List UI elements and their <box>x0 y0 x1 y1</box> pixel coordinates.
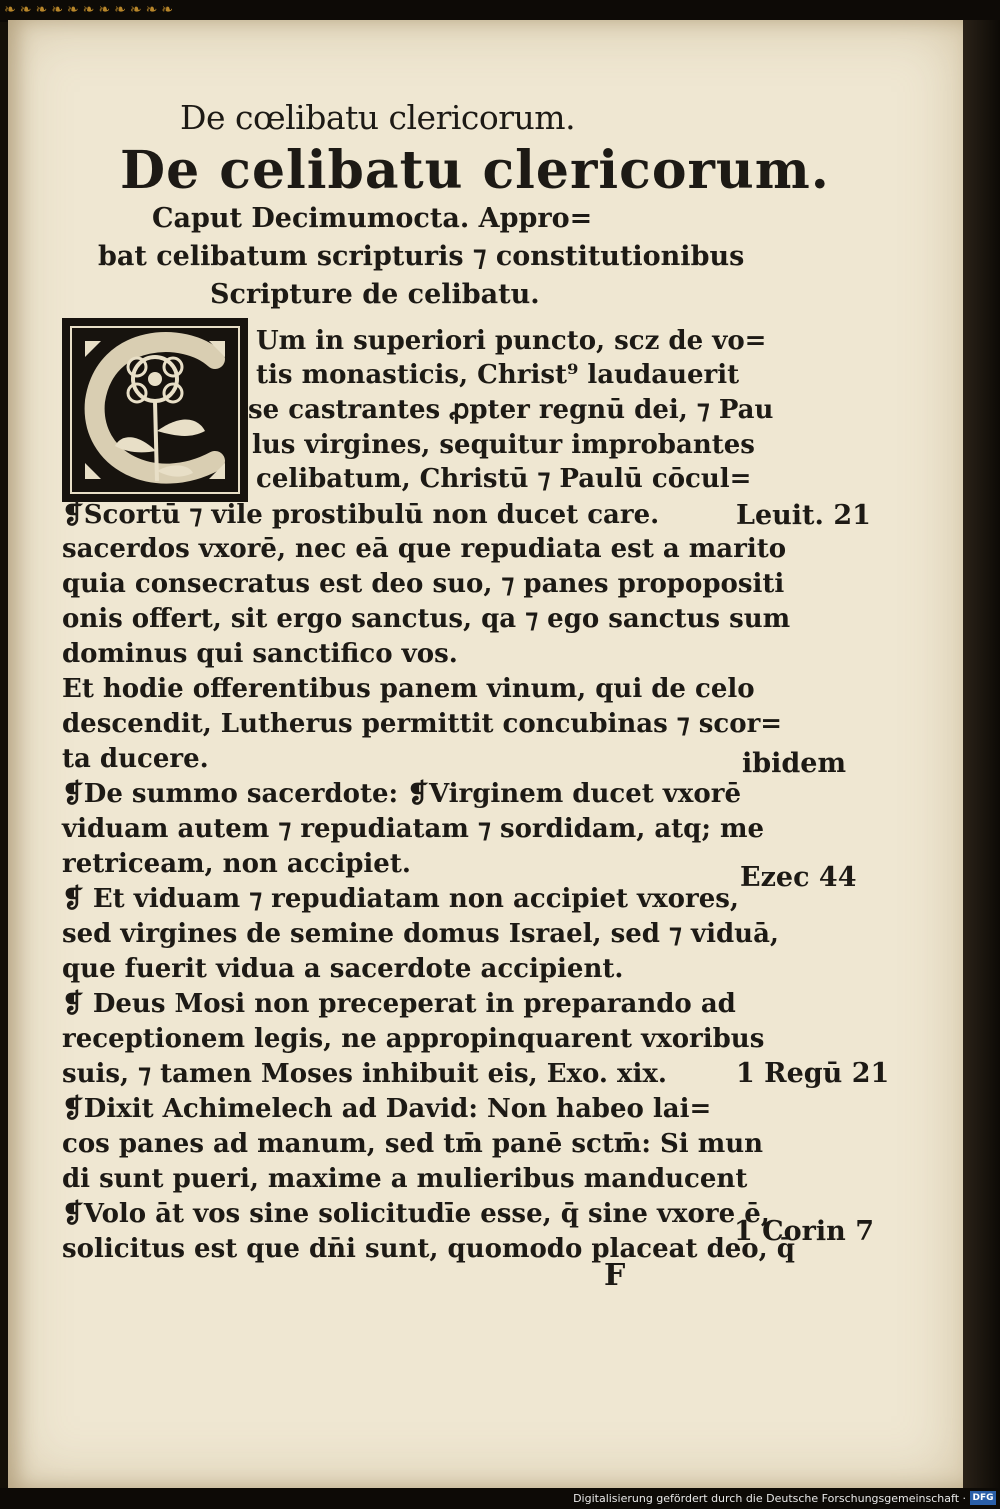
running-head: De cœlibatu clericorum. <box>180 98 576 137</box>
margin-note: ibidem <box>742 748 847 779</box>
text-line: sacerdos vxorē, nec eā que repudiata est a marito <box>62 534 787 564</box>
text-line: descendit, Lutherus permittit concubinas ⁊ scor= <box>62 709 783 739</box>
text-line: ❡De summo sacerdote: ❡Virginem ducet vxorē <box>62 779 742 809</box>
text-line: Um in superiori puncto, scz de vo= <box>256 326 767 356</box>
text-line: ❡ Deus Mosi non preceperat in preparando ad <box>62 989 736 1019</box>
dfg-logo: DFG <box>970 1491 996 1505</box>
text-line: suis, ⁊ tamen Moses inhibuit eis, Exo. xix. <box>62 1059 667 1089</box>
text-line: ta ducere. <box>62 744 209 774</box>
subheading-line: Caput Decimumocta. Appro= <box>152 203 593 234</box>
text-line: cos panes ad manum, sed tm̄ panē sctm̄: Si mun <box>62 1129 764 1159</box>
text-line: quia consecratus est deo suo, ⁊ panes propopositi <box>62 569 785 599</box>
gilt-edge-ornament: ❧❧❧❧❧❧❧❧❧❧❧ <box>4 2 178 18</box>
text-line: ❡Dixit Achimelech ad David: Non habeo lai= <box>62 1094 712 1124</box>
page-title: De celibatu clericorum. <box>120 140 830 201</box>
text-line: di sunt pueri, maxime a mulieribus manducent <box>62 1164 748 1194</box>
text-line: viduam autem ⁊ repudiatam ⁊ sordidam, atq; me <box>62 814 765 844</box>
margin-note: Ezec 44 <box>740 862 857 893</box>
text-line: se castrantes ꝓpter regnū dei, ⁊ Pau <box>248 395 774 425</box>
text-line: ❡Scortū ⁊ vile prostibulū non ducet care. <box>62 500 660 530</box>
subheading-line: Scripture de celibatu. <box>210 279 540 310</box>
funding-credit: Digitalisierung gefördert durch die Deutsche Forschungsgemeinschaft · <box>573 1492 966 1505</box>
top-book-edge <box>0 0 1000 22</box>
text-line: celibatum, Christū ⁊ Paulū cōcul= <box>256 464 752 494</box>
text-line: sed virgines de semine domus Israel, sed ⁊ viduā, <box>62 919 779 949</box>
text-line: Et hodie offerentibus panem vinum, qui de celo <box>62 674 755 704</box>
decorated-initial <box>62 318 248 502</box>
footer-bar <box>0 1488 1000 1509</box>
signature-mark: F <box>604 1258 626 1293</box>
text-line: receptionem legis, ne appropinquarent vxoribus <box>62 1024 765 1054</box>
text-line: solicitus est que dn̄i sunt, quomodo placeat deo, q̄ <box>62 1234 795 1264</box>
margin-note: Leuit. 21 <box>736 500 871 531</box>
text-line: tis monasticis, Christ⁹ laudauerit <box>256 360 740 390</box>
subheading-line: bat celibatum scripturis ⁊ constitutionibus <box>98 241 745 272</box>
text-line: ❡Volo āt vos sine solicitudīe esse, q̄ sine vxore ē, <box>62 1199 770 1229</box>
margin-note: 1 Regū 21 <box>736 1058 890 1089</box>
text-line: lus virgines, sequitur improbantes <box>252 430 755 460</box>
text-line: dominus qui sanctifico vos. <box>62 639 458 669</box>
margin-note: 1 Corin 7 <box>734 1216 874 1247</box>
text-line: ❡ Et viduam ⁊ repudiatam non accipiet vxores, <box>62 884 739 914</box>
text-line: retriceam, non accipiet. <box>62 849 411 879</box>
page-fore-edge <box>963 20 1000 1488</box>
floral-initial-icon <box>65 321 245 499</box>
text-line: que fuerit vidua a sacerdote accipient. <box>62 954 624 984</box>
text-line: onis offert, sit ergo sanctus, qa ⁊ ego sanctus sum <box>62 604 791 634</box>
